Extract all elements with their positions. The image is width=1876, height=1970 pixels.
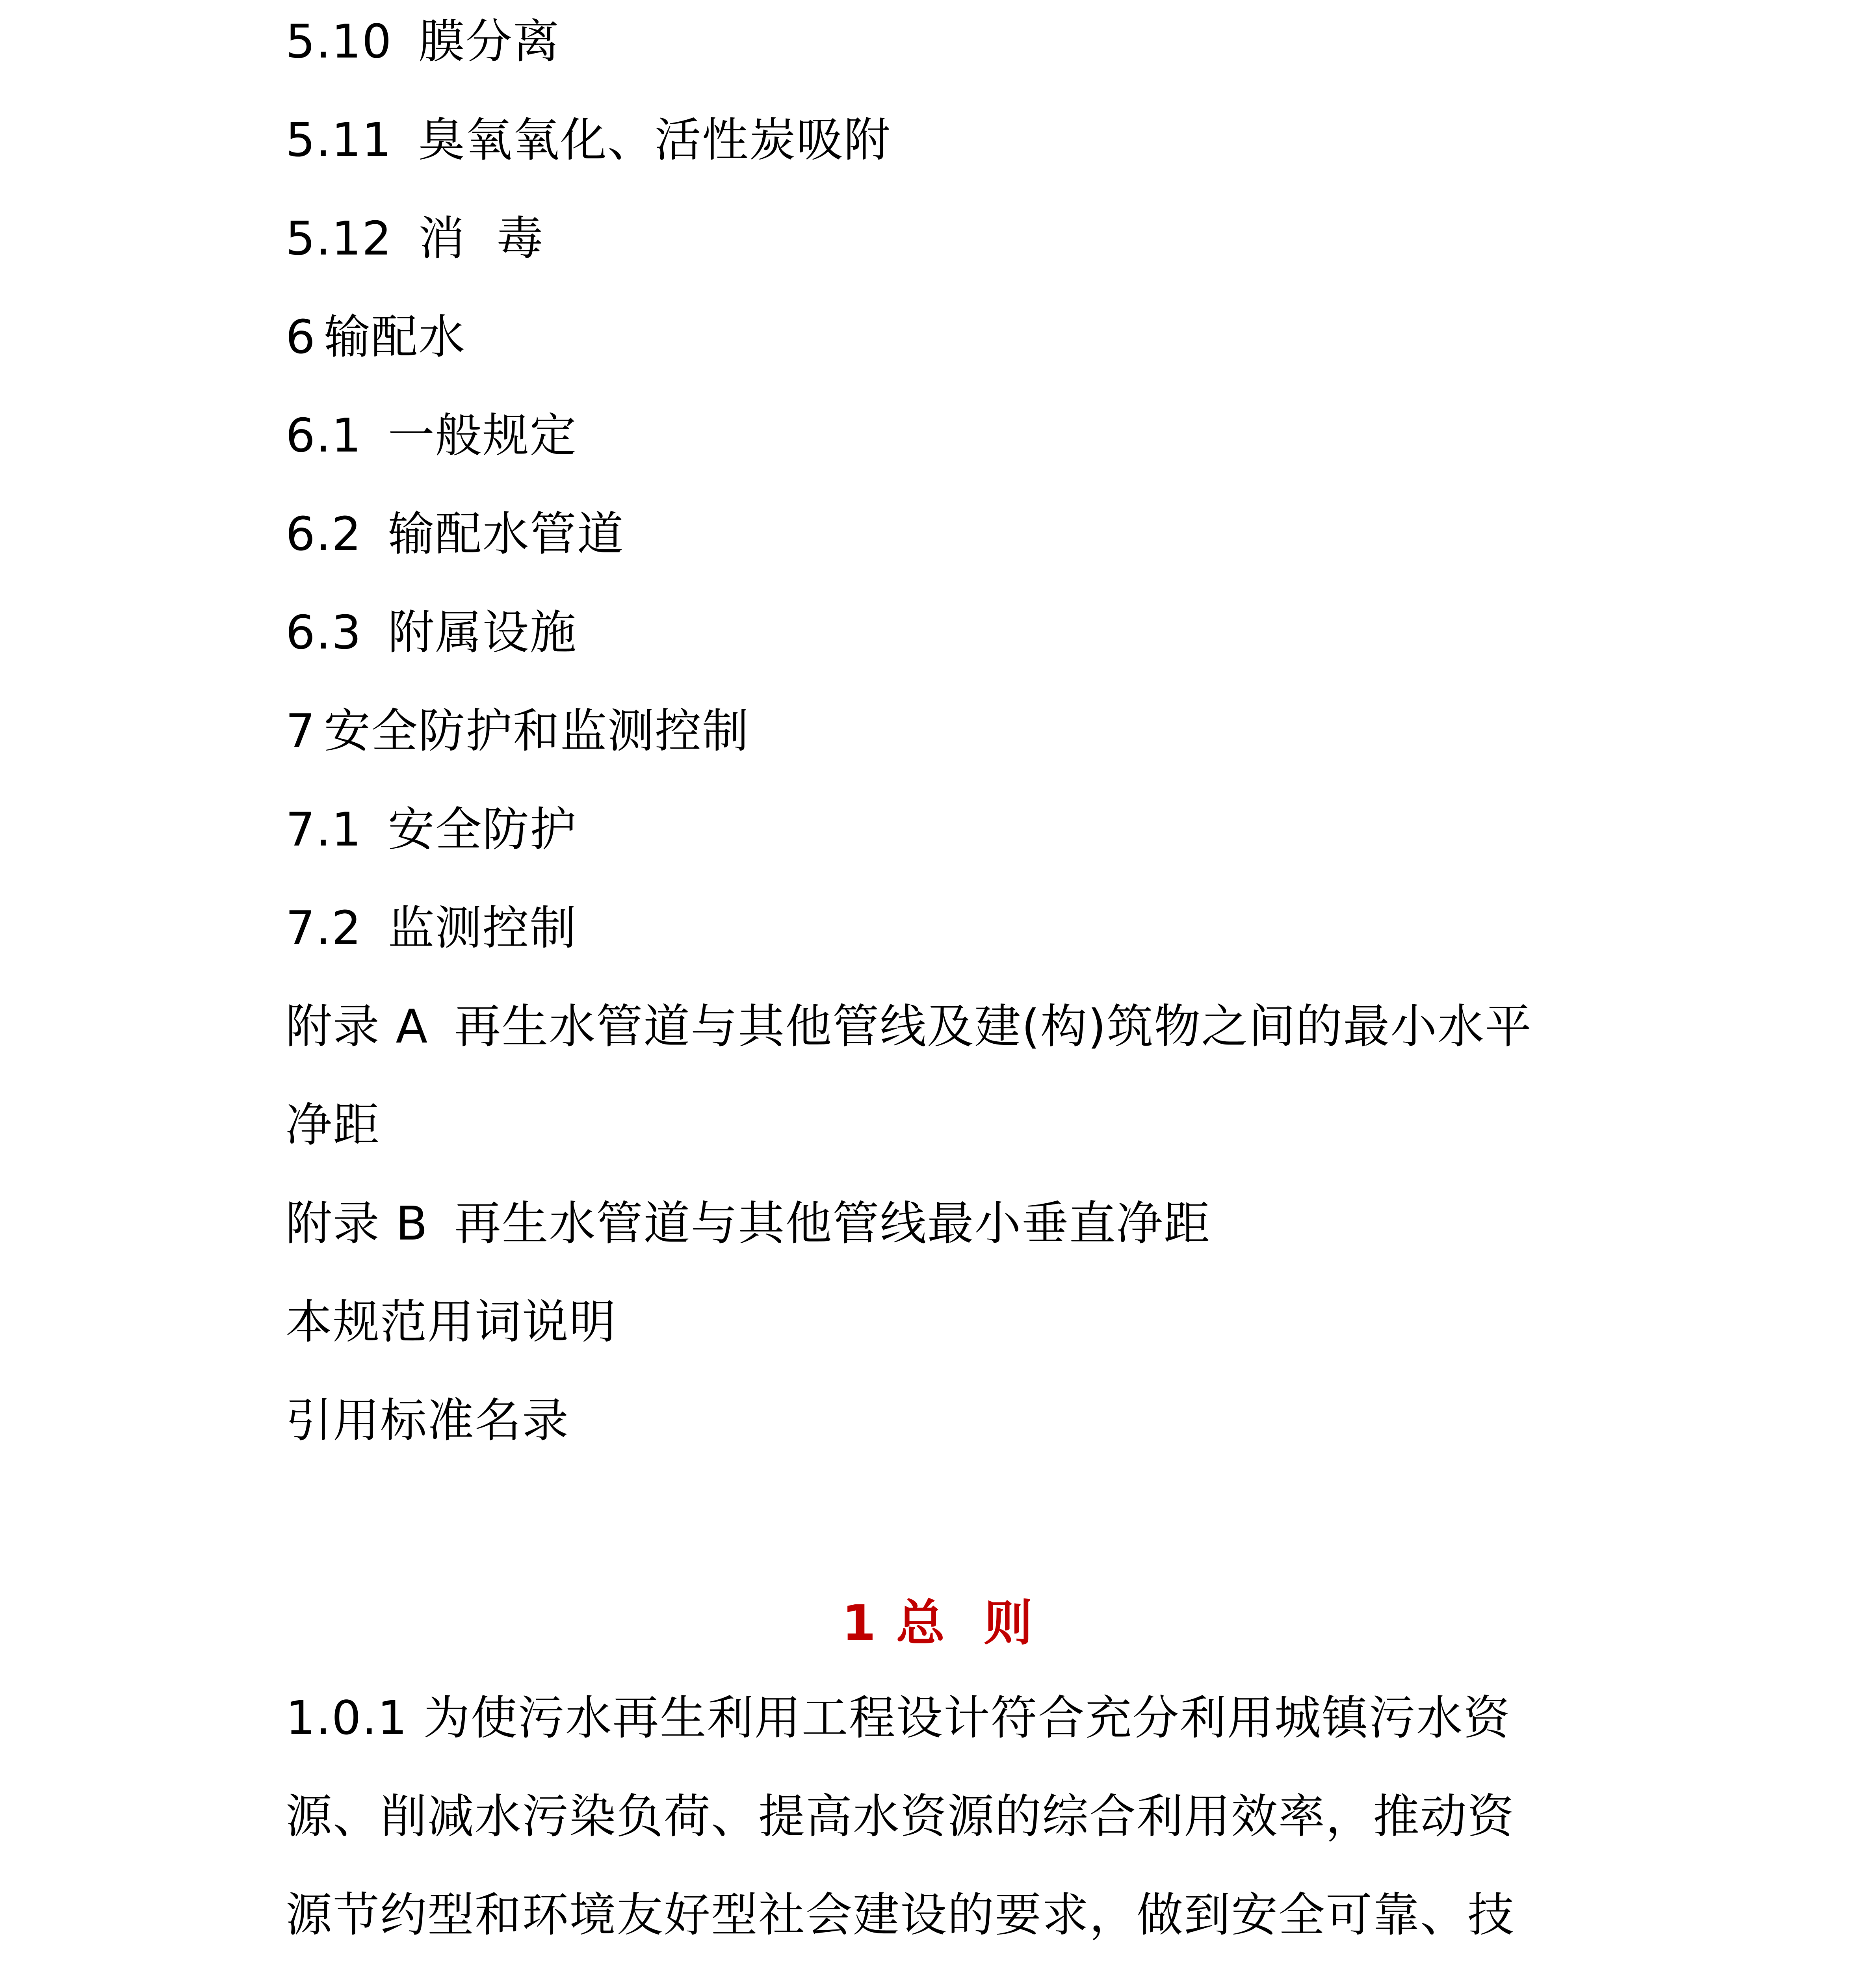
toc-entry-6[interactable] [286,307,466,366]
toc-entry-number: 6 [286,310,316,364]
toc-entry-title: 本规范用词说明 [286,1295,617,1349]
clause-line: 1.0.1 为使污水再生利用工程设计符合充分利用城镇污水资 [286,1691,1511,1745]
toc-entry-title: 膜分离 [418,14,560,69]
toc-entry-number: 7.1 [286,802,362,857]
toc-entry-number: 6.1 [286,408,362,463]
toc-entry-7[interactable] [286,701,749,760]
clause-line: 源、削减水污染负荷、提高水资源的综合利用效率，推动资 [286,1789,1515,1844]
toc-entry-number: 6.2 [286,507,362,561]
toc-entry-appendix-b[interactable] [286,1194,1211,1253]
toc-entry-title: 臭氧氧化、活性炭吸附 [418,113,891,167]
toc-entry-number: 7.2 [286,901,362,955]
toc-entry-title: 附属设施 [388,605,577,660]
toc-entry-5-10[interactable] [286,12,560,71]
toc-entry-wording-explanation[interactable] [286,1292,617,1351]
toc-entry-number: 附录 B [286,1196,429,1251]
toc-entry-5-11[interactable] [286,110,891,169]
toc-entry-title: 消 毒 [418,211,544,266]
toc-entry-6-1[interactable] [286,406,577,465]
clause-line: 源节约型和环境友好型社会建设的要求，做到安全可靠、技 [286,1888,1515,1942]
toc-entry-title: 一般规定 [388,408,577,463]
toc-entry-number: 5.10 [286,14,392,69]
toc-entry-5-12[interactable] [286,209,544,268]
toc-entry-6-2[interactable] [286,504,624,563]
toc-entry-title: 监测控制 [388,901,577,955]
toc-entry-number: 5.11 [286,113,392,167]
toc-entry-title: 安全防护和监测控制 [324,704,750,758]
toc-entry-6-3[interactable] [286,603,577,662]
toc-entry-appendix-a[interactable] [286,997,1532,1056]
toc-entry-title: 净距 [286,1098,381,1152]
toc-entry-appendix-a-continued[interactable] [286,1095,380,1154]
toc-entry-number: 附录 A [286,999,429,1054]
toc-entry-title: 安全防护 [388,802,577,857]
section-heading: 1 总 则 [842,1595,1034,1652]
toc-entry-title: 输配水 [324,310,466,364]
toc-entry-number: 5.12 [286,211,392,266]
toc-entry-cited-standards[interactable] [286,1391,569,1450]
toc-entry-number: 6.3 [286,605,362,660]
toc-entry-title: 再生水管道与其他管线及建(构)筑物之间的最小水平 [454,999,1532,1054]
toc-entry-title: 再生水管道与其他管线最小垂直净距 [454,1196,1211,1251]
toc-entry-title: 引用标准名录 [286,1393,570,1448]
toc-entry-title: 输配水管道 [388,507,624,561]
toc-entry-7-2[interactable] [286,898,577,957]
toc-entry-7-1[interactable] [286,800,577,859]
toc-entry-number: 7 [286,704,316,758]
